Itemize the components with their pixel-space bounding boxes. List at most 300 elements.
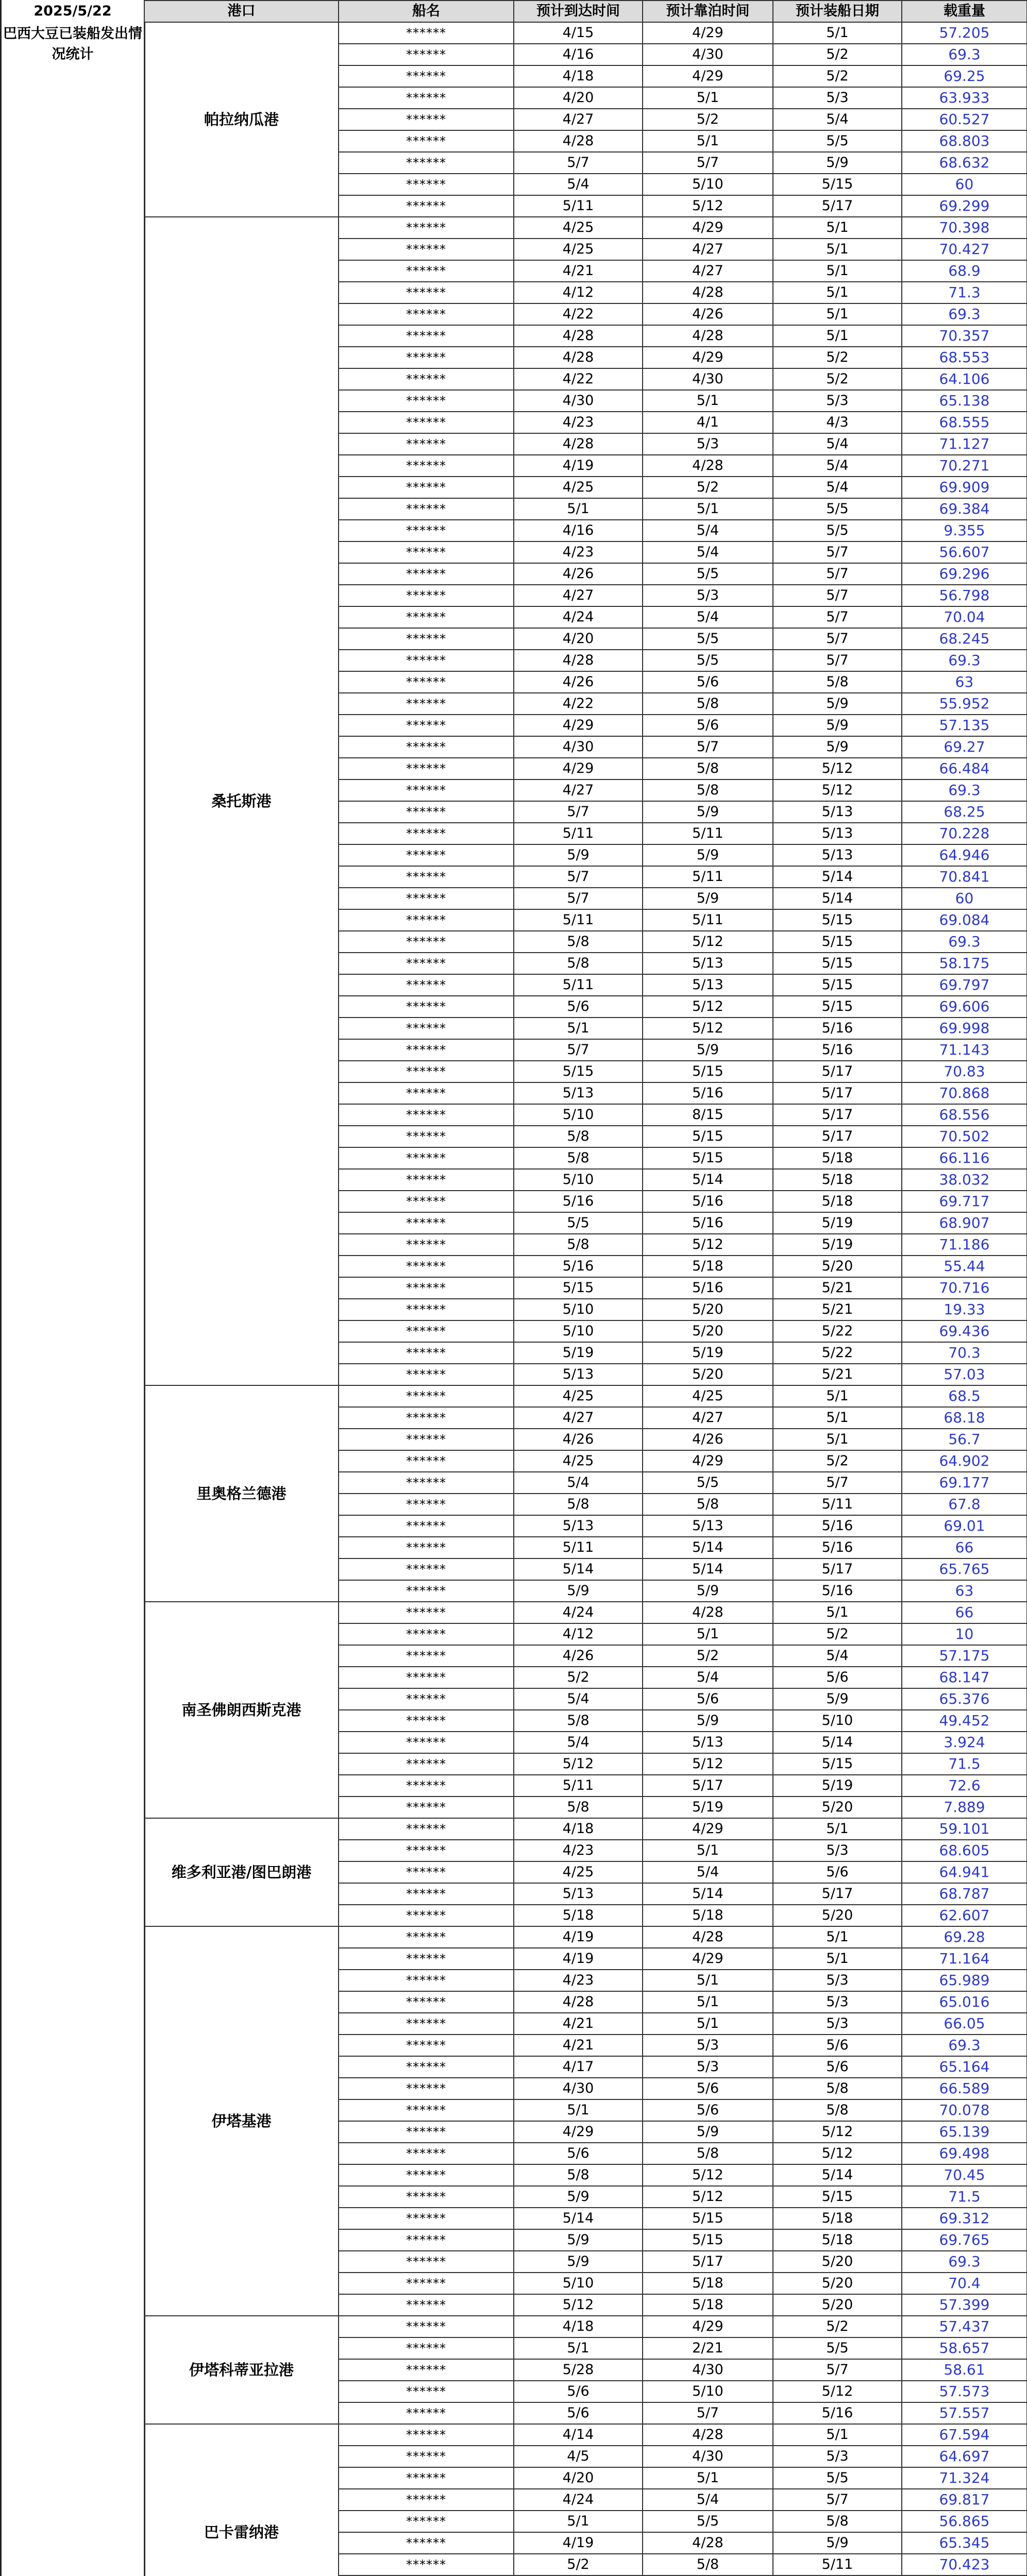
loading-date-cell: 5/12 bbox=[773, 2121, 902, 2143]
loading-date-cell: 5/9 bbox=[773, 2532, 902, 2554]
tonnage-cell: 63.933 bbox=[902, 87, 1027, 109]
ship-name-cell: ****** bbox=[339, 152, 514, 174]
loading-date-cell: 5/17 bbox=[773, 1082, 902, 1104]
berthing-cell: 4/28 bbox=[643, 455, 773, 477]
berthing-cell: 5/19 bbox=[643, 1342, 773, 1364]
tonnage-cell: 69.765 bbox=[902, 2229, 1027, 2251]
eta-cell: 5/1 bbox=[514, 2099, 643, 2121]
tonnage-cell: 57.557 bbox=[902, 2402, 1027, 2424]
tonnage-cell: 65.164 bbox=[902, 2056, 1027, 2078]
loading-date-cell: 5/9 bbox=[773, 1688, 902, 1710]
berthing-cell: 5/8 bbox=[643, 2143, 773, 2164]
ship-name-cell: ****** bbox=[339, 1342, 514, 1364]
loading-date-cell: 5/3 bbox=[773, 390, 902, 412]
eta-cell: 5/8 bbox=[514, 953, 643, 974]
ship-name-cell: ****** bbox=[339, 195, 514, 217]
berthing-cell: 4/27 bbox=[643, 260, 773, 282]
ship-name-cell: ****** bbox=[339, 2251, 514, 2273]
loading-date-cell: 5/20 bbox=[773, 2251, 902, 2273]
eta-cell: 5/8 bbox=[514, 1797, 643, 1818]
ship-name-cell: ****** bbox=[339, 1169, 514, 1191]
tonnage-cell: 60.527 bbox=[902, 109, 1027, 130]
tonnage-cell: 70.228 bbox=[902, 823, 1027, 844]
eta-cell: 4/28 bbox=[514, 1991, 643, 2013]
loading-date-cell: 5/5 bbox=[773, 2337, 902, 2359]
eta-cell: 5/11 bbox=[514, 909, 643, 931]
berthing-cell: 5/9 bbox=[643, 1580, 773, 1602]
tonnage-cell: 57.205 bbox=[902, 22, 1027, 44]
loading-date-cell: 5/20 bbox=[773, 2294, 902, 2316]
tonnage-cell: 69.3 bbox=[902, 931, 1027, 953]
ship-name-cell: ****** bbox=[339, 2511, 514, 2532]
tonnage-cell: 64.946 bbox=[902, 844, 1027, 866]
loading-date-cell: 5/11 bbox=[773, 2554, 902, 2575]
tonnage-cell: 68.907 bbox=[902, 1212, 1027, 1234]
loading-date-cell: 5/15 bbox=[773, 953, 902, 974]
tonnage-cell: 62.607 bbox=[902, 1905, 1027, 1926]
berthing-cell: 5/16 bbox=[643, 1277, 773, 1299]
ship-name-cell: ****** bbox=[339, 1797, 514, 1818]
berthing-cell: 5/7 bbox=[643, 2402, 773, 2424]
tonnage-cell: 68.632 bbox=[902, 152, 1027, 174]
ship-name-cell: ****** bbox=[339, 1537, 514, 1558]
berthing-cell: 5/14 bbox=[643, 1883, 773, 1905]
tonnage-cell: 69.3 bbox=[902, 779, 1027, 801]
tonnage-cell: 58.657 bbox=[902, 2337, 1027, 2359]
eta-cell: 4/25 bbox=[514, 1861, 643, 1883]
berthing-cell: 4/28 bbox=[643, 1926, 773, 1948]
loading-date-cell: 5/14 bbox=[773, 866, 902, 888]
ship-name-cell: ****** bbox=[339, 455, 514, 477]
tonnage-cell: 71.143 bbox=[902, 1039, 1027, 1061]
tonnage-cell: 68.553 bbox=[902, 347, 1027, 368]
tonnage-cell: 57.03 bbox=[902, 1364, 1027, 1385]
berthing-cell: 5/6 bbox=[643, 2099, 773, 2121]
tonnage-cell: 68.605 bbox=[902, 1840, 1027, 1861]
ship-name-cell: ****** bbox=[339, 412, 514, 433]
eta-cell: 4/22 bbox=[514, 368, 643, 390]
loading-date-cell: 5/1 bbox=[773, 260, 902, 282]
tonnage-cell: 19.33 bbox=[902, 1299, 1027, 1320]
berthing-cell: 5/1 bbox=[643, 2467, 773, 2489]
berthing-cell: 5/6 bbox=[643, 2078, 773, 2099]
loading-date-cell: 5/1 bbox=[773, 2424, 902, 2446]
loading-date-cell: 5/9 bbox=[773, 152, 902, 174]
ship-name-cell: ****** bbox=[339, 1104, 514, 1126]
berthing-cell: 5/4 bbox=[643, 541, 773, 563]
ship-name-cell: ****** bbox=[339, 1948, 514, 1970]
ship-name-cell: ****** bbox=[339, 1494, 514, 1515]
ship-name-cell: ****** bbox=[339, 758, 514, 779]
eta-cell: 5/9 bbox=[514, 844, 643, 866]
ship-name-cell: ****** bbox=[339, 22, 514, 44]
eta-cell: 4/29 bbox=[514, 758, 643, 779]
ship-name-cell: ****** bbox=[339, 1256, 514, 1277]
ship-name-cell: ****** bbox=[339, 2078, 514, 2099]
header-ship-name: 船名 bbox=[339, 1, 514, 22]
loading-date-cell: 5/2 bbox=[773, 65, 902, 87]
loading-date-cell: 5/8 bbox=[773, 2078, 902, 2099]
eta-cell: 5/10 bbox=[514, 1299, 643, 1320]
ship-name-cell: ****** bbox=[339, 779, 514, 801]
ship-name-cell: ****** bbox=[339, 260, 514, 282]
ship-name-cell: ****** bbox=[339, 2446, 514, 2467]
ship-name-cell: ****** bbox=[339, 1580, 514, 1602]
berthing-cell: 5/6 bbox=[643, 1688, 773, 1710]
loading-date-cell: 5/16 bbox=[773, 1039, 902, 1061]
eta-cell: 4/19 bbox=[514, 1926, 643, 1948]
berthing-cell: 4/26 bbox=[643, 303, 773, 325]
port-name: 桑托斯港 bbox=[144, 217, 339, 1385]
ship-name-cell: ****** bbox=[339, 44, 514, 65]
eta-cell: 4/18 bbox=[514, 65, 643, 87]
port-name: 巴卡雷纳港 bbox=[144, 2424, 339, 2576]
tonnage-cell: 69.797 bbox=[902, 974, 1027, 996]
tonnage-cell: 68.5 bbox=[902, 1385, 1027, 1407]
tonnage-cell: 67.594 bbox=[902, 2424, 1027, 2446]
loading-date-cell: 5/21 bbox=[773, 1299, 902, 1320]
ship-name-cell: ****** bbox=[339, 2424, 514, 2446]
eta-cell: 4/27 bbox=[514, 1407, 643, 1429]
loading-date-cell: 5/15 bbox=[773, 931, 902, 953]
loading-date-cell: 5/19 bbox=[773, 1234, 902, 1256]
ship-name-cell: ****** bbox=[339, 1212, 514, 1234]
eta-cell: 5/16 bbox=[514, 1256, 643, 1277]
eta-cell: 4/24 bbox=[514, 606, 643, 628]
tonnage-cell: 60 bbox=[902, 888, 1027, 909]
loading-date-cell: 5/16 bbox=[773, 1018, 902, 1039]
berthing-cell: 4/29 bbox=[643, 347, 773, 368]
eta-cell: 4/29 bbox=[514, 2121, 643, 2143]
tonnage-cell: 71.186 bbox=[902, 1234, 1027, 1256]
header-tonnage: 载重量 bbox=[902, 1, 1027, 22]
ship-name-cell: ****** bbox=[339, 953, 514, 974]
eta-cell: 5/28 bbox=[514, 2359, 643, 2381]
tonnage-cell: 55.952 bbox=[902, 693, 1027, 715]
berthing-cell: 4/27 bbox=[643, 239, 773, 260]
loading-date-cell: 5/17 bbox=[773, 195, 902, 217]
loading-date-cell: 5/7 bbox=[773, 628, 902, 650]
berthing-cell: 5/11 bbox=[643, 823, 773, 844]
berthing-cell: 5/18 bbox=[643, 2273, 773, 2294]
eta-cell: 5/1 bbox=[514, 1018, 643, 1039]
loading-date-cell: 5/18 bbox=[773, 1169, 902, 1191]
loading-date-cell: 5/9 bbox=[773, 715, 902, 736]
eta-cell: 4/27 bbox=[514, 109, 643, 130]
loading-date-cell: 5/13 bbox=[773, 801, 902, 823]
tonnage-cell: 70.357 bbox=[902, 325, 1027, 347]
table-row bbox=[144, 1385, 1027, 1407]
ship-name-cell: ****** bbox=[339, 217, 514, 239]
berthing-cell: 5/14 bbox=[643, 1558, 773, 1580]
loading-date-cell: 5/7 bbox=[773, 585, 902, 606]
eta-cell: 4/28 bbox=[514, 433, 643, 455]
loading-date-cell: 5/1 bbox=[773, 1948, 902, 1970]
berthing-cell: 5/7 bbox=[643, 152, 773, 174]
loading-date-cell: 5/15 bbox=[773, 996, 902, 1018]
loading-date-cell: 5/4 bbox=[773, 433, 902, 455]
eta-cell: 4/18 bbox=[514, 1818, 643, 1840]
ship-name-cell: ****** bbox=[339, 628, 514, 650]
tonnage-cell: 66 bbox=[902, 1537, 1027, 1558]
ship-name-cell: ****** bbox=[339, 1039, 514, 1061]
header-eta: 预计到达时间 bbox=[514, 1, 643, 22]
eta-cell: 4/12 bbox=[514, 282, 643, 303]
berthing-cell: 5/13 bbox=[643, 1515, 773, 1537]
tonnage-cell: 69.717 bbox=[902, 1191, 1027, 1212]
ship-name-cell: ****** bbox=[339, 2208, 514, 2229]
ship-name-cell: ****** bbox=[339, 1515, 514, 1537]
berthing-cell: 5/3 bbox=[643, 433, 773, 455]
ship-name-cell: ****** bbox=[339, 974, 514, 996]
eta-cell: 4/27 bbox=[514, 779, 643, 801]
eta-cell: 5/7 bbox=[514, 801, 643, 823]
tonnage-cell: 57.437 bbox=[902, 2316, 1027, 2337]
berthing-cell: 5/15 bbox=[643, 1061, 773, 1082]
eta-cell: 4/28 bbox=[514, 650, 643, 671]
eta-cell: 5/9 bbox=[514, 2186, 643, 2208]
ship-name-cell: ****** bbox=[339, 1126, 514, 1147]
berthing-cell: 5/1 bbox=[643, 390, 773, 412]
eta-cell: 4/21 bbox=[514, 2013, 643, 2035]
ship-name-cell: ****** bbox=[339, 888, 514, 909]
tonnage-cell: 70.271 bbox=[902, 455, 1027, 477]
loading-date-cell: 5/6 bbox=[773, 1667, 902, 1688]
ship-name-cell: ****** bbox=[339, 1602, 514, 1623]
eta-cell: 4/25 bbox=[514, 217, 643, 239]
eta-cell: 4/23 bbox=[514, 412, 643, 433]
ship-name-cell: ****** bbox=[339, 650, 514, 671]
eta-cell: 4/30 bbox=[514, 2078, 643, 2099]
tonnage-cell: 71.3 bbox=[902, 282, 1027, 303]
ship-name-cell: ****** bbox=[339, 844, 514, 866]
loading-date-cell: 5/16 bbox=[773, 1580, 902, 1602]
tonnage-cell: 69.606 bbox=[902, 996, 1027, 1018]
port-name: 帕拉纳瓜港 bbox=[144, 22, 339, 217]
eta-cell: 5/14 bbox=[514, 1558, 643, 1580]
tonnage-cell: 69.28 bbox=[902, 1926, 1027, 1948]
loading-date-cell: 5/1 bbox=[773, 325, 902, 347]
berthing-cell: 4/29 bbox=[643, 217, 773, 239]
ship-name-cell: ****** bbox=[339, 1991, 514, 2013]
tonnage-cell: 70.398 bbox=[902, 217, 1027, 239]
eta-cell: 5/11 bbox=[514, 823, 643, 844]
tonnage-cell: 10 bbox=[902, 1623, 1027, 1645]
berthing-cell: 2/21 bbox=[643, 2337, 773, 2359]
berthing-cell: 5/12 bbox=[643, 2186, 773, 2208]
loading-date-cell: 5/2 bbox=[773, 1623, 902, 1645]
loading-date-cell: 5/6 bbox=[773, 2056, 902, 2078]
tonnage-cell: 65.765 bbox=[902, 1558, 1027, 1580]
berthing-cell: 5/1 bbox=[643, 1970, 773, 1991]
tonnage-cell: 70.83 bbox=[902, 1061, 1027, 1082]
eta-cell: 4/19 bbox=[514, 2532, 643, 2554]
table-body bbox=[144, 22, 1027, 2576]
header-row bbox=[144, 1, 1027, 22]
ship-name-cell: ****** bbox=[339, 693, 514, 715]
loading-date-cell: 5/7 bbox=[773, 606, 902, 628]
loading-date-cell: 5/20 bbox=[773, 1256, 902, 1277]
tonnage-cell: 65.376 bbox=[902, 1688, 1027, 1710]
eta-cell: 5/7 bbox=[514, 152, 643, 174]
ship-name-cell: ****** bbox=[339, 1320, 514, 1342]
berthing-cell: 5/12 bbox=[643, 1018, 773, 1039]
tonnage-cell: 70.423 bbox=[902, 2554, 1027, 2575]
loading-date-cell: 5/2 bbox=[773, 347, 902, 368]
table-row bbox=[144, 1926, 1027, 1948]
berthing-cell: 5/1 bbox=[643, 1623, 773, 1645]
berthing-cell: 5/9 bbox=[643, 888, 773, 909]
table-row bbox=[144, 22, 1027, 44]
ship-name-cell: ****** bbox=[339, 1926, 514, 1948]
eta-cell: 5/5 bbox=[514, 1212, 643, 1234]
eta-cell: 5/11 bbox=[514, 195, 643, 217]
tonnage-cell: 63 bbox=[902, 671, 1027, 693]
berthing-cell: 4/29 bbox=[643, 65, 773, 87]
ship-name-cell: ****** bbox=[339, 801, 514, 823]
ship-name-cell: ****** bbox=[339, 2164, 514, 2186]
tonnage-cell: 69.3 bbox=[902, 2251, 1027, 2273]
eta-cell: 5/11 bbox=[514, 1775, 643, 1797]
eta-cell: 5/19 bbox=[514, 1342, 643, 1364]
port-name: 南圣佛朗西斯克港 bbox=[144, 1602, 339, 1818]
ship-name-cell: ****** bbox=[339, 2035, 514, 2056]
eta-cell: 4/25 bbox=[514, 1385, 643, 1407]
eta-cell: 5/11 bbox=[514, 974, 643, 996]
ship-name-cell: ****** bbox=[339, 498, 514, 520]
eta-cell: 5/4 bbox=[514, 1732, 643, 1753]
tonnage-cell: 58.175 bbox=[902, 953, 1027, 974]
eta-cell: 4/28 bbox=[514, 325, 643, 347]
berthing-cell: 5/17 bbox=[643, 2251, 773, 2273]
ship-name-cell: ****** bbox=[339, 130, 514, 152]
ship-name-cell: ****** bbox=[339, 325, 514, 347]
eta-cell: 5/6 bbox=[514, 2402, 643, 2424]
eta-cell: 4/21 bbox=[514, 260, 643, 282]
tonnage-cell: 66.484 bbox=[902, 758, 1027, 779]
berthing-cell: 5/2 bbox=[643, 1645, 773, 1667]
berthing-cell: 5/12 bbox=[643, 996, 773, 1018]
eta-cell: 5/7 bbox=[514, 1039, 643, 1061]
berthing-cell: 4/29 bbox=[643, 22, 773, 44]
ship-name-cell: ****** bbox=[339, 541, 514, 563]
ship-name-cell: ****** bbox=[339, 1623, 514, 1645]
berthing-cell: 5/6 bbox=[643, 715, 773, 736]
berthing-cell: 5/1 bbox=[643, 1840, 773, 1861]
loading-date-cell: 5/17 bbox=[773, 1126, 902, 1147]
ship-name-cell: ****** bbox=[339, 1472, 514, 1494]
loading-date-cell: 5/2 bbox=[773, 1450, 902, 1472]
loading-date-cell: 5/3 bbox=[773, 2446, 902, 2467]
eta-cell: 4/25 bbox=[514, 1450, 643, 1472]
loading-date-cell: 5/10 bbox=[773, 1710, 902, 1732]
port-name: 维多利亚港/图巴朗港 bbox=[144, 1818, 339, 1926]
loading-date-cell: 5/11 bbox=[773, 1494, 902, 1515]
ship-name-cell: ****** bbox=[339, 1905, 514, 1926]
tonnage-cell: 68.9 bbox=[902, 260, 1027, 282]
tonnage-cell: 57.135 bbox=[902, 715, 1027, 736]
ship-name-cell: ****** bbox=[339, 1645, 514, 1667]
berthing-cell: 5/15 bbox=[643, 1126, 773, 1147]
loading-date-cell: 5/12 bbox=[773, 2381, 902, 2402]
ship-name-cell: ****** bbox=[339, 1883, 514, 1905]
tonnage-cell: 70.868 bbox=[902, 1082, 1027, 1104]
berthing-cell: 5/5 bbox=[643, 563, 773, 585]
tonnage-cell: 69.296 bbox=[902, 563, 1027, 585]
ship-name-cell: ****** bbox=[339, 520, 514, 541]
ship-name-cell: ****** bbox=[339, 606, 514, 628]
berthing-cell: 5/6 bbox=[643, 671, 773, 693]
loading-date-cell: 5/22 bbox=[773, 1320, 902, 1342]
tonnage-cell: 68.147 bbox=[902, 1667, 1027, 1688]
ship-name-cell: ****** bbox=[339, 931, 514, 953]
ship-name-cell: ****** bbox=[339, 1018, 514, 1039]
ship-name-cell: ****** bbox=[339, 2402, 514, 2424]
loading-date-cell: 5/1 bbox=[773, 303, 902, 325]
eta-cell: 4/30 bbox=[514, 390, 643, 412]
ship-name-cell: ****** bbox=[339, 1688, 514, 1710]
eta-cell: 5/4 bbox=[514, 1472, 643, 1494]
tonnage-cell: 72.6 bbox=[902, 1775, 1027, 1797]
loading-date-cell: 5/15 bbox=[773, 974, 902, 996]
tonnage-cell: 56.607 bbox=[902, 541, 1027, 563]
ship-name-cell: ****** bbox=[339, 1082, 514, 1104]
berthing-cell: 5/17 bbox=[643, 1775, 773, 1797]
ship-name-cell: ****** bbox=[339, 1861, 514, 1883]
tonnage-cell: 56.7 bbox=[902, 1429, 1027, 1450]
loading-date-cell: 5/4 bbox=[773, 477, 902, 498]
berthing-cell: 4/29 bbox=[643, 1948, 773, 1970]
ship-name-cell: ****** bbox=[339, 2532, 514, 2554]
ship-name-cell: ****** bbox=[339, 174, 514, 195]
tonnage-cell: 49.452 bbox=[902, 1710, 1027, 1732]
tonnage-cell: 69.177 bbox=[902, 1472, 1027, 1494]
berthing-cell: 4/30 bbox=[643, 2446, 773, 2467]
tonnage-cell: 64.941 bbox=[902, 1861, 1027, 1883]
ship-name-cell: ****** bbox=[339, 2099, 514, 2121]
eta-cell: 4/26 bbox=[514, 671, 643, 693]
berthing-cell: 5/5 bbox=[643, 2511, 773, 2532]
berthing-cell: 5/1 bbox=[643, 2013, 773, 2035]
ship-name-cell: ****** bbox=[339, 65, 514, 87]
eta-cell: 5/15 bbox=[514, 1061, 643, 1082]
loading-date-cell: 5/12 bbox=[773, 758, 902, 779]
berthing-cell: 5/8 bbox=[643, 779, 773, 801]
berthing-cell: 5/14 bbox=[643, 1169, 773, 1191]
tonnage-cell: 3.924 bbox=[902, 1732, 1027, 1753]
tonnage-cell: 70.4 bbox=[902, 2273, 1027, 2294]
loading-date-cell: 5/17 bbox=[773, 1061, 902, 1082]
eta-cell: 5/9 bbox=[514, 2251, 643, 2273]
eta-cell: 5/1 bbox=[514, 498, 643, 520]
eta-cell: 4/22 bbox=[514, 303, 643, 325]
eta-cell: 4/19 bbox=[514, 455, 643, 477]
loading-date-cell: 4/3 bbox=[773, 412, 902, 433]
tonnage-cell: 69.312 bbox=[902, 2208, 1027, 2229]
berthing-cell: 5/9 bbox=[643, 801, 773, 823]
eta-cell: 5/7 bbox=[514, 866, 643, 888]
ship-name-cell: ****** bbox=[339, 1061, 514, 1082]
tonnage-cell: 69.384 bbox=[902, 498, 1027, 520]
tonnage-cell: 58.61 bbox=[902, 2359, 1027, 2381]
loading-date-cell: 5/8 bbox=[773, 2511, 902, 2532]
ship-name-cell: ****** bbox=[339, 2337, 514, 2359]
eta-cell: 5/2 bbox=[514, 2554, 643, 2575]
tonnage-cell: 69.3 bbox=[902, 650, 1027, 671]
loading-date-cell: 5/15 bbox=[773, 1753, 902, 1775]
eta-cell: 5/6 bbox=[514, 2381, 643, 2402]
ship-name-cell: ****** bbox=[339, 2121, 514, 2143]
